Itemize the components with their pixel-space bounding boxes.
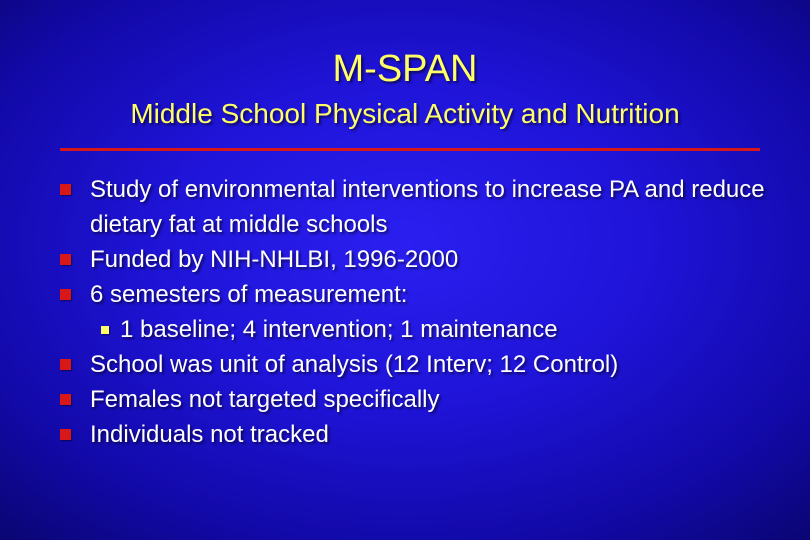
title-divider	[60, 148, 760, 151]
bullet-text: 6 semesters of measurement:	[90, 281, 408, 308]
bullet-text: Individuals not tracked	[90, 421, 329, 448]
bullet-text: Study of environmental interventions to increase PA and reduce dietary fat at middle schools	[90, 176, 765, 238]
slide-subtitle: Middle School Physical Activity and Nutrition	[130, 98, 680, 129]
bullet-text: School was unit of analysis (12 Interv; 12 Control)	[90, 351, 619, 378]
red-square-icon	[60, 394, 71, 405]
bullet-text: Funded by NIH-NHLBI, 1996-2000	[90, 246, 459, 273]
red-square-icon	[60, 254, 71, 265]
red-square-icon	[60, 429, 71, 440]
bullet-item	[60, 417, 780, 452]
bullet-item	[60, 382, 780, 417]
bullet-item	[60, 242, 780, 277]
bullet-item	[60, 172, 780, 242]
red-square-icon	[60, 359, 71, 370]
slide-title: M-SPAN	[332, 48, 478, 90]
bullet-text: Females not targeted specifically	[90, 386, 440, 413]
sub-bullet-item	[60, 312, 780, 347]
red-square-icon	[60, 289, 71, 300]
sub-bullet-text: 1 baseline; 4 intervention; 1 maintenance	[120, 316, 558, 343]
bullet-list	[60, 172, 780, 452]
yellow-square-icon	[101, 326, 109, 334]
bullet-item	[60, 347, 780, 382]
red-square-icon	[60, 184, 71, 195]
bullet-item	[60, 277, 780, 312]
